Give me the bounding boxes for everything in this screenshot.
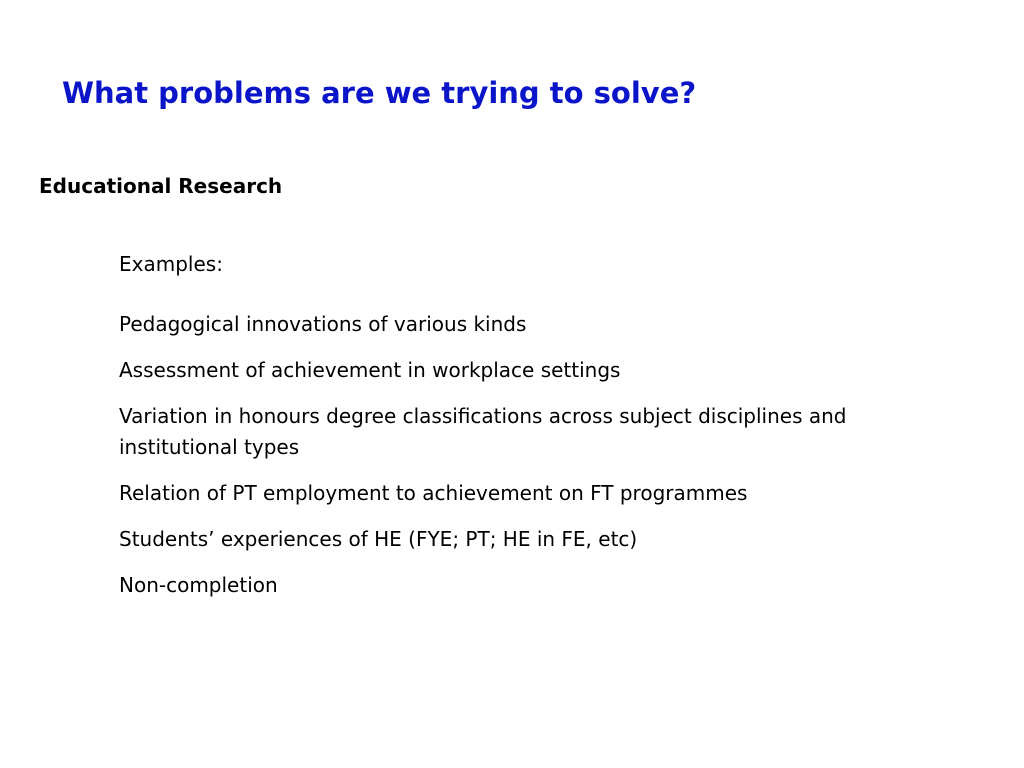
slide-title: What problems are we trying to solve? — [62, 76, 697, 110]
examples-section — [119, 249, 879, 616]
example-item: Assessment of achievement in workplace settings — [119, 358, 621, 382]
example-item: Relation of PT employment to achievement on FT programmes — [119, 481, 748, 505]
examples-list — [119, 309, 879, 601]
example-item: Students’ experiences of HE (FYE; PT; HE in FE, etc) — [119, 527, 638, 551]
example-item: Pedagogical innovations of various kinds — [119, 312, 527, 336]
example-item: Variation in honours degree classifications across subject disciplines and institutional types — [119, 404, 847, 459]
section-heading: Educational Research — [39, 174, 283, 198]
examples-label: Examples: — [119, 252, 223, 276]
example-item: Non-completion — [119, 573, 278, 597]
